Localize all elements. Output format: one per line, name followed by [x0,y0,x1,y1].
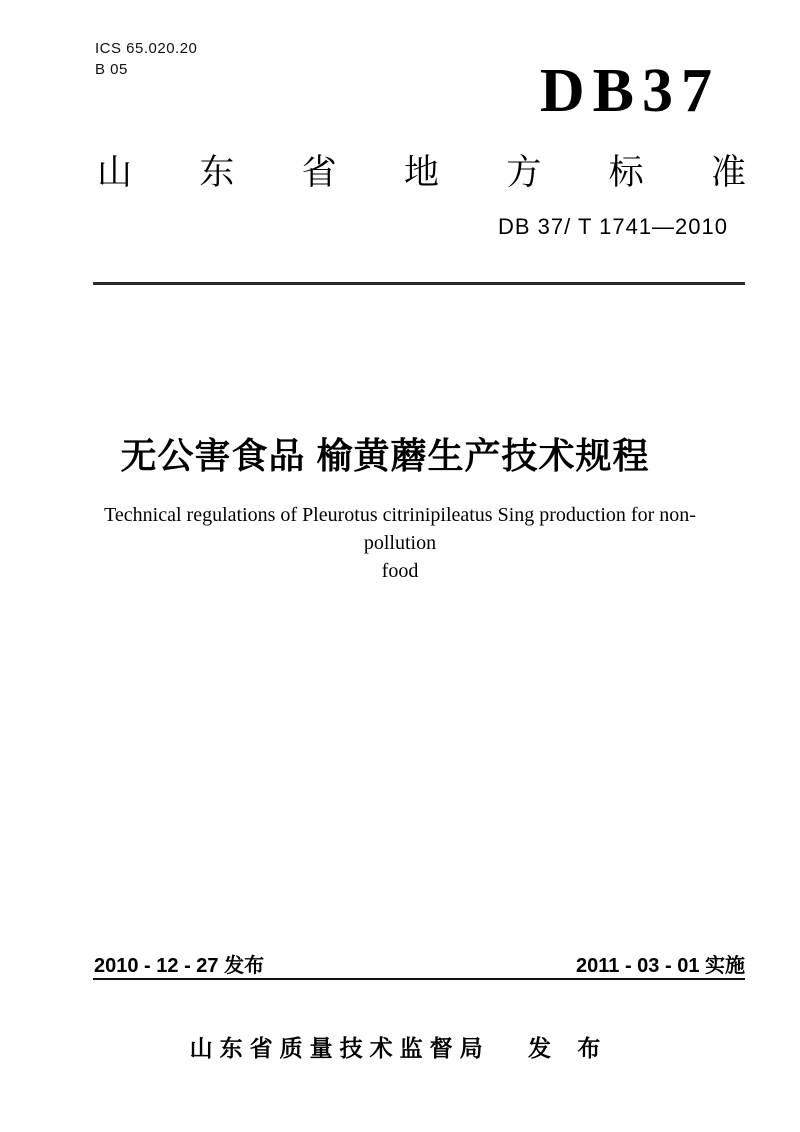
implement-date: 2011 - 03 - 01 实施 [576,955,745,977]
dates-row [94,949,745,978]
document-title-en [78,501,722,585]
document-title-en-line2: food [381,560,419,582]
document-title-en-line1: Technical regulations of Pleurotus citrinipileatus Sing production for non-pollution [104,504,696,554]
document-title-zh: 无公害食品 榆黄蘑生产技术规程 [120,435,650,476]
class-code: B 05 [95,61,128,78]
publisher-row [0,1030,800,1063]
footer-divider-line [93,978,745,980]
standard-number: DB 37/ T 1741—2010 [497,214,728,239]
ics-code: ICS 65.020.20 [95,40,198,57]
publisher-name: 山东省质量技术监督局 [189,1035,490,1061]
issue-date: 2010 - 12 - 27 发布 [94,955,265,977]
db37-logo: DB37 [539,57,720,125]
header-divider-line [93,282,745,285]
standard-name: 山 东 省 地 方 标 准 [97,153,746,192]
publish-label: 发 布 [528,1035,611,1061]
ics-classification-block [95,38,197,80]
